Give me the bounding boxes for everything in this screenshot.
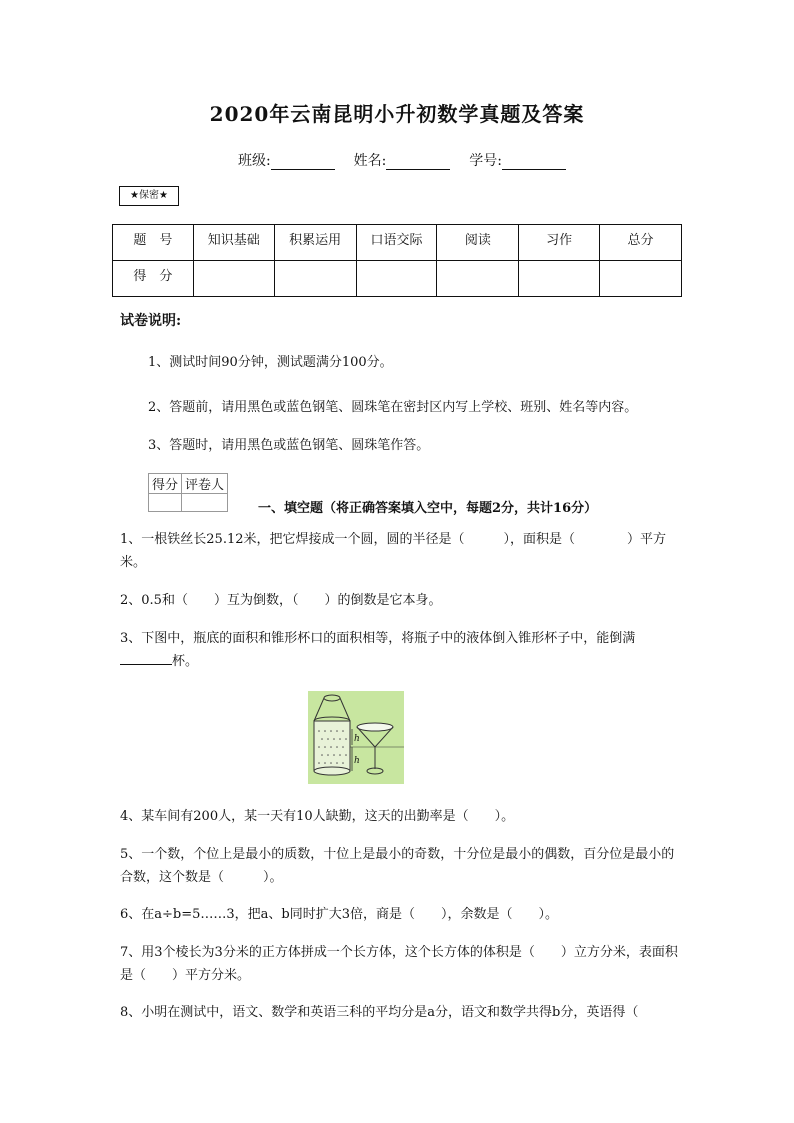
question-5: 5、一个数，个位上是最小的质数，十位上是最小的奇数，十分位是最小的偶数，百分位是最小的合数，这个数是（ ）。 — [120, 847, 675, 885]
score-cell[interactable] — [193, 261, 274, 297]
score-cell[interactable] — [519, 261, 600, 297]
question-7: 7、用3个棱长为3分米的正方体拼成一个长方体，这个长方体的体积是（ ）立方分米，表面积是（ ）平方分米。 — [120, 945, 678, 983]
answer-blank[interactable] — [120, 650, 172, 665]
grader-name-cell[interactable] — [182, 494, 228, 512]
question-4: 4、某车间有200人，某一天有10人缺勤，这天的出勤率是（ ）。 — [120, 809, 515, 824]
header-cell: 口语交际 — [356, 225, 437, 261]
question-1: 1、一根铁丝长25.12米，把它焊接成一个圆，圆的半径是（ ），面积是（ ）平方米。 — [120, 532, 666, 570]
instructions-heading: 试卷说明: — [120, 313, 182, 329]
secret-badge: ★保密★ — [119, 186, 179, 206]
question-6: 6、在a÷b=5……3，把a、b同时扩大3倍，商是（ ），余数是（ ）。 — [120, 907, 559, 922]
section-heading: 一、填空题（将正确答案填入空中，每题2分，共计16分） — [258, 501, 598, 516]
grader-name-label: 评卷人 — [182, 474, 228, 494]
question-3: 3、下图中，瓶底的面积和锥形杯口的面积相等，将瓶子中的液体倒入锥形杯子中，能倒满 — [120, 631, 636, 646]
class-blank — [271, 155, 335, 170]
question-8: 8、小明在测试中，语文、数学和英语三科的平均分是a分，语文和数学共得b分，英语得（ — [120, 1005, 639, 1020]
score-table — [112, 224, 682, 297]
h-label-bottom: h — [354, 756, 360, 766]
header-cell: 积累运用 — [274, 225, 356, 261]
header-cell: 知识基础 — [193, 225, 274, 261]
score-cell[interactable] — [274, 261, 356, 297]
score-cell[interactable] — [600, 261, 682, 297]
grader-score-label: 得分 — [149, 474, 182, 494]
instruction-item: 2、答题前，请用黑色或蓝色钢笔、圆珠笔在密封区内写上学校、班别、姓名等内容。 — [148, 400, 638, 415]
header-cell: 总分 — [600, 225, 682, 261]
grader-table — [148, 473, 228, 512]
bottle-cup-figure — [308, 691, 404, 784]
header-cell: 题 号 — [113, 225, 194, 261]
bottle-cup-illustration — [308, 691, 404, 784]
question-2: 2、0.5和（ ）互为倒数，（ ）的倒数是它本身。 — [120, 593, 442, 608]
header-cell: 阅读 — [437, 225, 519, 261]
score-table-header-row — [113, 225, 682, 261]
row-label-cell: 得 分 — [113, 261, 194, 297]
name-label: 姓名: — [353, 153, 387, 169]
question-3-tail: 杯。 — [172, 654, 199, 669]
instruction-item: 3、答题时，请用黑色或蓝色钢笔、圆珠笔作答。 — [148, 438, 430, 453]
score-cell[interactable] — [437, 261, 519, 297]
instruction-item: 1、测试时间90分钟，测试题满分100分。 — [148, 355, 393, 370]
student-info-line — [238, 150, 566, 170]
id-label: 学号: — [469, 153, 502, 169]
class-label: 班级: — [238, 153, 271, 169]
page-title: 2020年云南昆明小升初数学真题及答案 — [209, 102, 585, 126]
grader-score-cell[interactable] — [149, 494, 182, 512]
score-table-score-row — [113, 261, 682, 297]
name-blank — [386, 155, 450, 170]
score-cell[interactable] — [356, 261, 437, 297]
id-blank — [502, 155, 566, 170]
h-label-top: h — [354, 734, 360, 744]
header-cell: 习作 — [519, 225, 600, 261]
question-3-cont — [120, 650, 680, 673]
